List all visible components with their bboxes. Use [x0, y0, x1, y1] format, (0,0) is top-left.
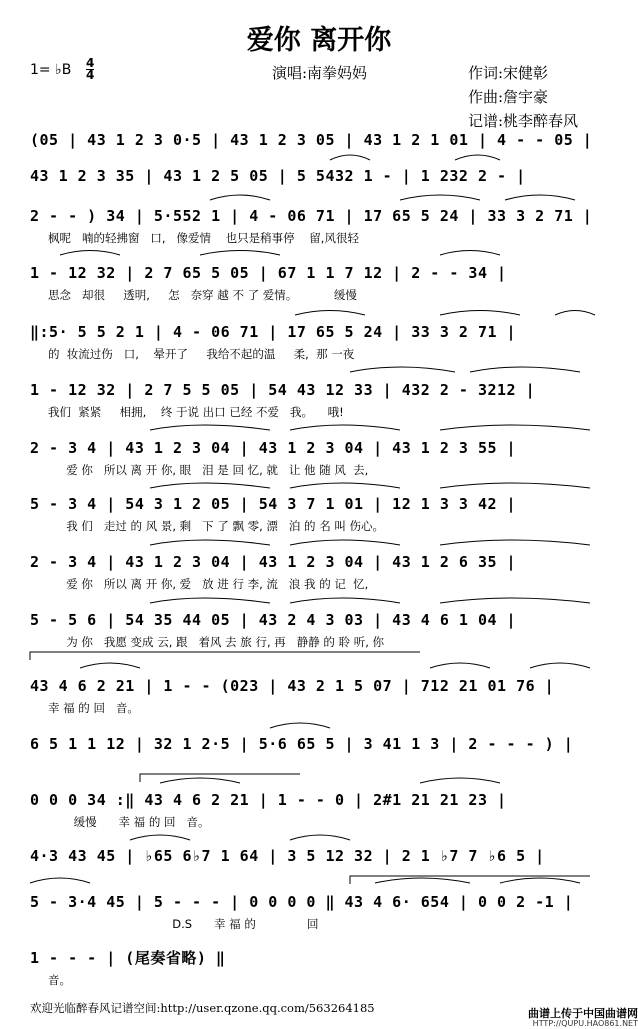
- score-row: [30, 734, 610, 774]
- score-row: [30, 438, 610, 478]
- lyric-line: 缓慢 幸 福 的 回 音。: [48, 815, 210, 829]
- watermark-url: HTTP://QUPU.HAO861.NET: [532, 1019, 638, 1028]
- score-row: [30, 263, 610, 303]
- notation-line: 43 1 2 3 35 | 43 1 2 5 05 | 5 5432 1 - | 1 232 2 - |: [30, 167, 526, 185]
- transcriber-credit: 记谱:桃李醉春风: [468, 112, 579, 130]
- notation-line: 1 - 12 32 | 2 7 65 5 05 | 67 1 1 7 12 | 2 - - 34 |: [30, 264, 507, 282]
- lyric-line: 我们 紧紧 相拥, 终 于说 出口 已经 不爱 我。 哦!: [48, 405, 344, 419]
- singer-credit: 演唱:南拳妈妈: [272, 64, 368, 82]
- lyric-line: 的 妆流过伤 口, 晕开了 我给不起的温 柔, 那 一夜: [48, 347, 355, 361]
- notation-line: 1 - 12 32 | 2 7 5 5 05 | 54 43 12 33 | 432 2 - 3212 |: [30, 381, 536, 399]
- song-title: 爱你 离开你: [246, 25, 392, 56]
- notation-line: (05 | 43 1 2 3 0·5 | 43 1 2 3 05 | 43 1 2 1 01 | 4 - - 05 |: [30, 131, 593, 149]
- lyric-line: 我 们 走过 的 风 景, 剩 下 了 飘 零, 漂 泊 的 名 叫 伤心。: [48, 519, 385, 533]
- score-row: [30, 552, 610, 592]
- notation-line: 1 - - - | (尾奏省略) ‖: [30, 949, 226, 967]
- notation-line: 2 - 3 4 | 43 1 2 3 04 | 43 1 2 3 04 | 43 1 2 6 35 |: [30, 553, 517, 571]
- notation-line: 2 - 3 4 | 43 1 2 3 04 | 43 1 2 3 04 | 43 1 2 3 55 |: [30, 439, 517, 457]
- score-row: [30, 494, 610, 534]
- score-row: [30, 676, 610, 716]
- score-row: [30, 130, 610, 170]
- score-row: [30, 206, 610, 246]
- score-row: [30, 846, 610, 886]
- site-watermark: [506, 1008, 638, 1029]
- notation-line: 43 4 6 2 21 | 1 - - (023 | 43 2 1 5 07 | 712 21 01 76 |: [30, 677, 555, 695]
- lyric-line: 爱 你 所以 离 开 你, 爱 放 进 行 李, 流 浪 我 的 记 忆,: [48, 577, 369, 591]
- notation-line: 2 - - ) 34 | 5·552 1 | 4 - 06 71 | 17 65 5 24 | 33 3 2 71 |: [30, 207, 593, 225]
- score-row: [30, 380, 610, 420]
- lyric-line: 为 你 我愿 变成 云, 跟 着风 去 旅 行, 再 静静 的 聆 听, 你: [48, 635, 385, 649]
- notation-line: ‖:5· 5 5 2 1 | 4 - 06 71 | 17 65 5 24 | 33 3 2 71 |: [30, 323, 517, 341]
- lyric-line: 幸 福 的 回 音。: [48, 701, 139, 715]
- notation-line: 4·3 43 45 | ♭65 6♭7 1 64 | 3 5 12 32 | 2 1 ♭7 7 ♭6 5 |: [30, 847, 545, 865]
- lyric-line: [30, 190, 610, 206]
- notation-line: 0 0 0 34 :‖ 43 4 6 2 21 | 1 - - 0 | 2#1 21 21 23 |: [30, 791, 507, 809]
- meter-top: 4: [86, 56, 95, 70]
- score-row: [30, 610, 610, 650]
- score-row: [30, 166, 610, 206]
- meter-bottom: 4: [86, 68, 95, 82]
- lyricist-credit: 作词:宋健彰: [468, 64, 549, 82]
- lyric-line: [30, 758, 610, 774]
- lyric-line: 音。: [48, 973, 71, 987]
- notation-line: 5 - 3·4 45 | 5 - - - | 0 0 0 0 ‖ 43 4 6· 654 | 0 0 2 -1 |: [30, 893, 574, 911]
- notation-line: 5 - 3 4 | 54 3 1 2 05 | 54 3 7 1 01 | 12 1 3 3 42 |: [30, 495, 517, 513]
- lyric-line: 爱 你 所以 离 开 你, 眼 泪 是 回 忆, 就 让 他 随 风 去,: [48, 463, 369, 477]
- score-row: [30, 790, 610, 830]
- lyric-line: 思念 却很 透明, 怎 奈穿 越 不 了 爱情。 缓慢: [48, 288, 357, 302]
- lyric-line: D.S 幸 福 的 回: [48, 917, 319, 931]
- score-row: [30, 948, 610, 988]
- lyric-line: [30, 870, 610, 886]
- key-signature: 1= ♭B: [30, 62, 72, 78]
- score-row: [30, 892, 610, 932]
- lyric-line: 枫呢 喃的轻拂窗 口, 像爱情 也只是稍事停 留,风很轻: [48, 231, 359, 245]
- score-row: [30, 322, 610, 362]
- website-credit: 欢迎光临醉春风记谱空间:http://user.qzone.qq.com/563264185: [30, 1001, 375, 1015]
- composer-credit: 作曲:詹宇豪: [468, 88, 549, 106]
- notation-line: 5 - 5 6 | 54 35 44 05 | 43 2 4 3 03 | 43 4 6 1 04 |: [30, 611, 517, 629]
- watermark-title: 曲谱上传于中国曲谱网: [528, 1007, 638, 1020]
- notation-line: 6 5 1 1 12 | 32 1 2·5 | 5·6 65 5 | 3 41 1 3 | 2 - - - ) |: [30, 735, 574, 753]
- time-signature: [86, 58, 94, 81]
